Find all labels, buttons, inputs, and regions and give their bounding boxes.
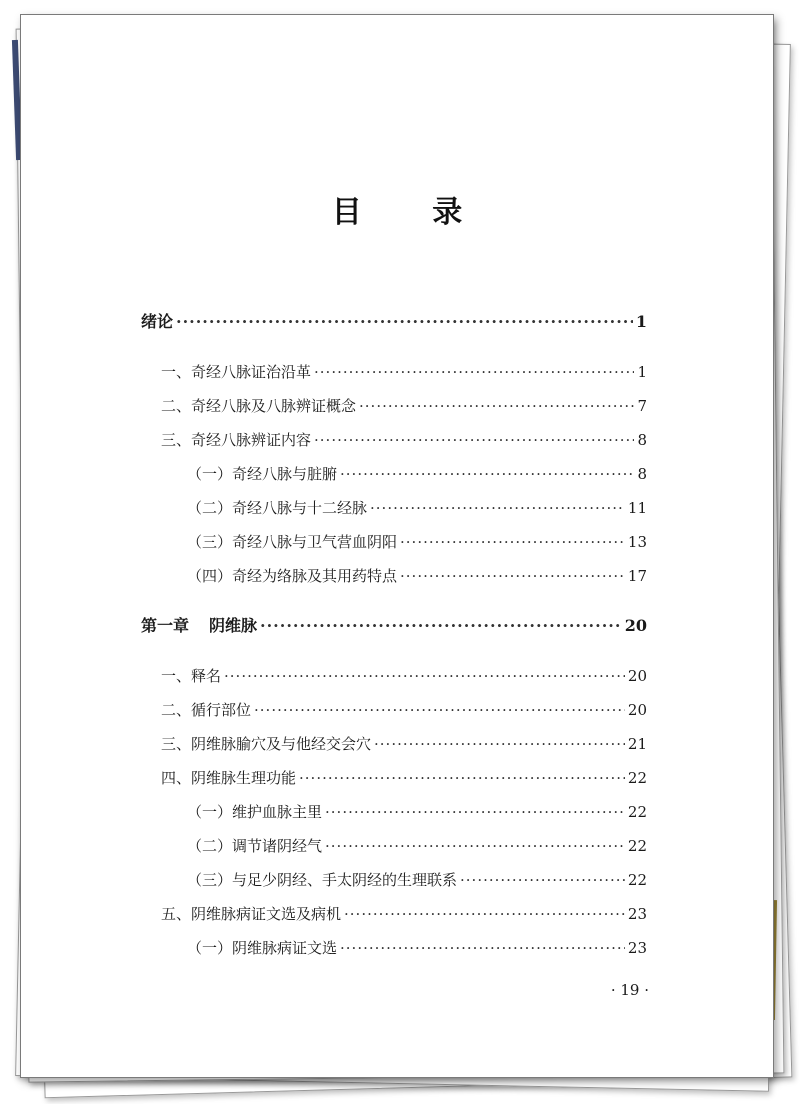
toc-entry-label: 二、循行部位 [161,701,252,719]
toc-entry[interactable] [161,361,647,383]
toc-entry-label [141,615,257,637]
leader-dots [400,565,625,587]
toc-entry[interactable] [187,565,647,587]
toc-entry-label: （四）奇经为络脉及其用药特点 [187,567,398,585]
leader-dots [344,903,625,925]
toc-entry-page: 22 [627,769,647,787]
toc-entry[interactable] [161,665,647,687]
toc-entry-page: 8 [637,465,647,483]
toc-entry-page: 13 [627,533,647,551]
toc-entry[interactable] [161,699,647,721]
toc-entry[interactable] [161,429,647,451]
leader-dots [400,531,625,553]
toc-entry-label: 三、奇经八脉辨证内容 [161,431,312,449]
toc-entry[interactable] [187,801,647,823]
toc-entry[interactable] [161,767,647,789]
leader-dots [254,699,625,721]
toc-entry[interactable] [187,835,647,857]
toc-entry[interactable] [161,733,647,755]
toc-entry-label: （一）阴维脉病证文选 [187,939,338,957]
toc-entry-page: 1 [637,363,647,381]
leader-dots [325,835,625,857]
toc-entry-page: 1 [635,312,647,331]
toc-entry-label: 一、奇经八脉证治沿革 [161,363,312,381]
toc-entry-page: 11 [627,499,647,517]
toc-entry[interactable] [187,497,647,519]
leader-dots [340,463,634,485]
toc-entry-page: 23 [627,939,647,957]
leader-dots [299,767,625,789]
toc-entry-page: 8 [637,431,647,449]
chapter-number: 第一章 [141,616,190,635]
toc-entry-label: 二、奇经八脉及八脉辨证概念 [161,397,357,415]
leader-dots [374,733,625,755]
toc-entry-label: 四、阴维脉生理功能 [161,769,297,787]
leader-dots [340,937,625,959]
leader-dots [224,665,625,687]
toc-entry-label: 三、阴维脉腧穴及与他经交会穴 [161,735,372,753]
chapter-title: 阴维脉 [209,616,258,635]
toc-entry[interactable] [161,903,647,925]
toc-entry[interactable] [187,463,647,485]
leader-dots [314,361,634,383]
toc-entry-label: （一）奇经八脉与脏腑 [187,465,338,483]
toc-entry-page: 22 [627,837,647,855]
toc-entry-label: （一）维护血脉主里 [187,803,323,821]
toc-entry-label: 绪论 [141,312,174,331]
toc-entry[interactable] [141,311,647,333]
toc-entry-page: 21 [627,735,647,753]
toc-entry-page: 20 [627,667,647,685]
leader-dots [370,497,625,519]
document-page [20,14,774,1078]
toc-entry-page: 22 [627,803,647,821]
toc-entry-page: 17 [627,567,647,585]
leader-dots [176,311,633,333]
toc-entry[interactable] [141,615,647,637]
page-title: 目 录 [331,195,493,230]
leader-dots [260,615,622,637]
toc-entry-page: 7 [637,397,647,415]
toc-entry-page: 20 [627,701,647,719]
toc-entry-label: （三）与足少阴经、手太阴经的生理联系 [187,871,458,889]
toc-entry[interactable] [187,869,647,891]
leader-dots [359,395,634,417]
leader-dots [314,429,634,451]
page-number: · 19 · [610,981,649,999]
toc-entry-label: （二）调节诸阴经气 [187,837,323,855]
toc-entry-label: （二）奇经八脉与十二经脉 [187,499,368,517]
leader-dots [325,801,625,823]
toc-entry-page: 20 [624,616,647,635]
toc-entry-label: 一、释名 [161,667,222,685]
toc-entry[interactable] [187,531,647,553]
toc-entry[interactable] [187,937,647,959]
toc-entry-page: 23 [627,905,647,923]
toc-entry-label: （三）奇经八脉与卫气营血阴阳 [187,533,398,551]
toc-entry-label: 五、阴维脉病证文选及病机 [161,905,342,923]
toc-entry-page: 22 [627,871,647,889]
toc-entry[interactable] [161,395,647,417]
leader-dots [460,869,625,891]
